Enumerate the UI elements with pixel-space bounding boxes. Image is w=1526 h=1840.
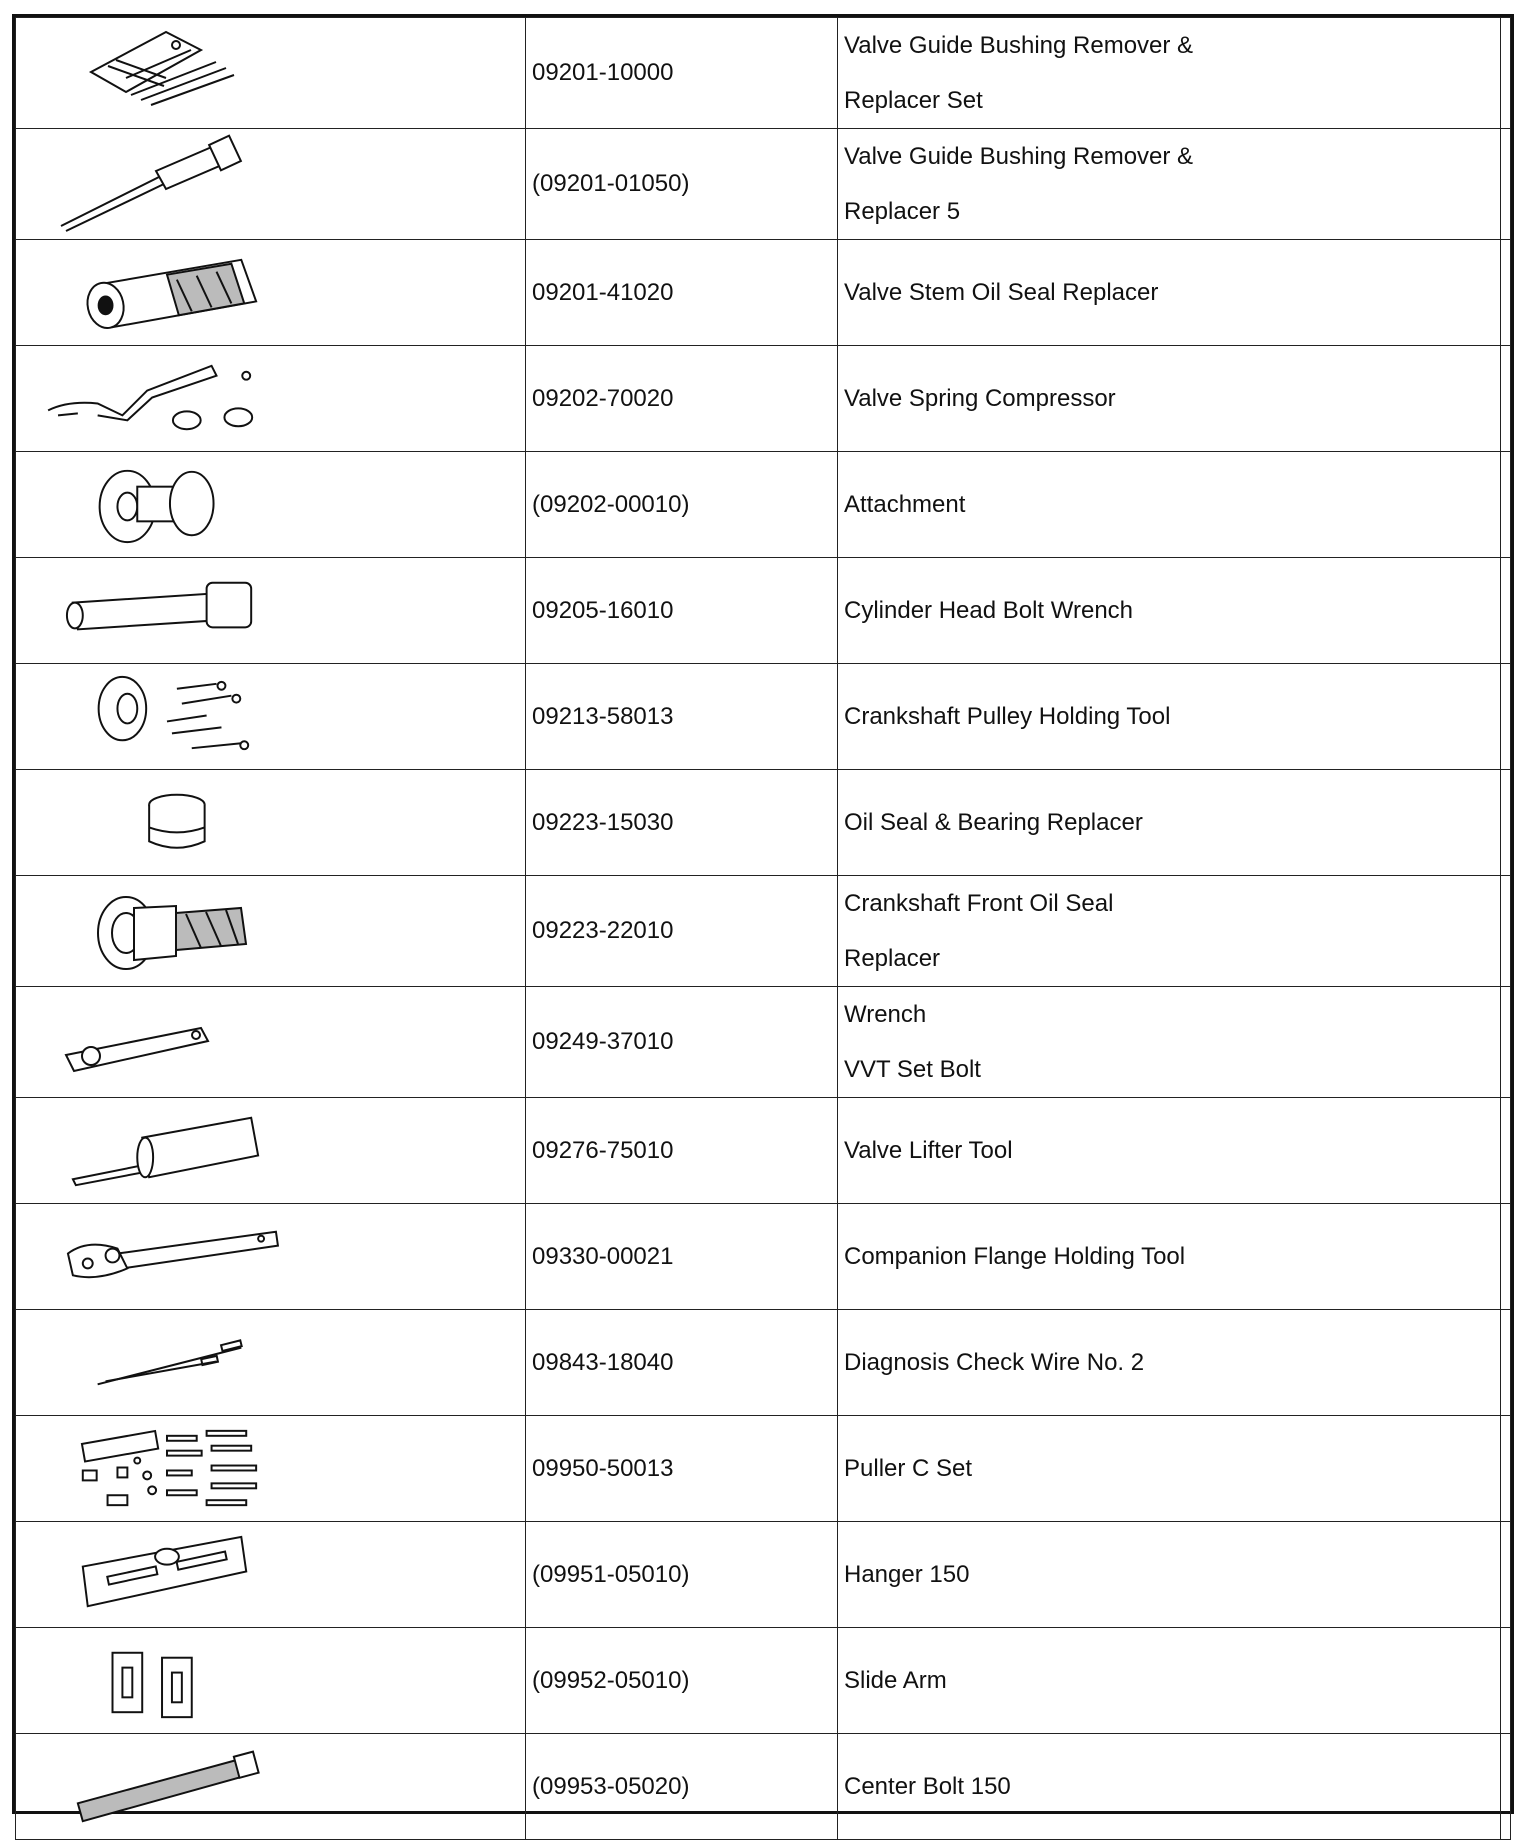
check-cell	[1501, 346, 1511, 452]
tool-illustration-cell	[16, 1098, 526, 1204]
tool-name-line: Wrench	[844, 1001, 927, 1028]
part-number: (09202-00010)	[526, 452, 838, 558]
part-number: 09205-16010	[526, 558, 838, 664]
tool-name-line: Valve Spring Compressor	[844, 385, 1116, 412]
check-cell	[1501, 240, 1511, 346]
check-cell	[1501, 452, 1511, 558]
table-row	[16, 1310, 1511, 1416]
table-row	[16, 129, 1511, 240]
seal-replacer-icon	[16, 240, 525, 345]
part-number: 09202-70020	[526, 346, 838, 452]
tool-name	[838, 452, 1501, 558]
tool-name-line: VVT Set Bolt	[844, 1056, 981, 1083]
table-row	[16, 1628, 1511, 1734]
table-row	[16, 1734, 1511, 1840]
part-number: (09951-05010)	[526, 1522, 838, 1628]
tool-name-line: Oil Seal & Bearing Replacer	[844, 809, 1143, 836]
part-number: (09952-05010)	[526, 1628, 838, 1734]
special-tools-table	[12, 14, 1514, 1814]
tool-illustration-cell	[16, 452, 526, 558]
socket-wrench-icon	[16, 558, 525, 663]
check-cell	[1501, 1204, 1511, 1310]
table-row	[16, 770, 1511, 876]
tool-name	[838, 18, 1501, 129]
tool-name	[838, 1310, 1501, 1416]
part-number: 09201-10000	[526, 18, 838, 129]
table-row	[16, 987, 1511, 1098]
check-cell	[1501, 876, 1511, 987]
check-cell	[1501, 1098, 1511, 1204]
tool-name-line: Puller C Set	[844, 1455, 973, 1482]
tool-name	[838, 240, 1501, 346]
part-number: 09213-58013	[526, 664, 838, 770]
tool-name	[838, 1522, 1501, 1628]
part-number: 09950-50013	[526, 1416, 838, 1522]
check-cell	[1501, 664, 1511, 770]
tool-illustration-cell	[16, 346, 526, 452]
tool-name-line: Crankshaft Pulley Holding Tool	[844, 703, 1171, 730]
check-wire-icon	[16, 1310, 525, 1415]
bushing-set-icon	[16, 18, 525, 128]
part-number: 09249-37010	[526, 987, 838, 1098]
check-cell	[1501, 1734, 1511, 1840]
tool-name-line: Hanger 150	[844, 1561, 970, 1588]
table-row	[16, 1416, 1511, 1522]
pulley-holder-icon	[16, 664, 525, 769]
tool-name	[838, 1416, 1501, 1522]
tool-illustration-cell	[16, 987, 526, 1098]
tool-name	[838, 664, 1501, 770]
check-cell	[1501, 770, 1511, 876]
check-cell	[1501, 1522, 1511, 1628]
check-cell	[1501, 129, 1511, 240]
table-row	[16, 452, 1511, 558]
hanger-icon	[16, 1522, 525, 1627]
tool-name	[838, 1098, 1501, 1204]
tool-name	[838, 558, 1501, 664]
tool-illustration-cell	[16, 240, 526, 346]
tool-illustration-cell	[16, 1204, 526, 1310]
tool-illustration-cell	[16, 1310, 526, 1416]
tool-name	[838, 987, 1501, 1098]
tool-name	[838, 1204, 1501, 1310]
table-row	[16, 18, 1511, 129]
part-number: 09330-00021	[526, 1204, 838, 1310]
lifter-tool-icon	[16, 1098, 525, 1203]
tool-illustration-cell	[16, 18, 526, 129]
tool-name-line: Replacer Set	[844, 87, 983, 114]
part-number: 09223-15030	[526, 770, 838, 876]
part-number: 09276-75010	[526, 1098, 838, 1204]
tool-illustration-cell	[16, 664, 526, 770]
check-cell	[1501, 1310, 1511, 1416]
tool-name	[838, 1628, 1501, 1734]
table-row	[16, 1204, 1511, 1310]
front-seal-replacer-icon	[16, 876, 525, 986]
table-row	[16, 664, 1511, 770]
tool-name	[838, 770, 1501, 876]
tool-name-line: Replacer 5	[844, 198, 961, 225]
tool-illustration-cell	[16, 1734, 526, 1840]
tool-name-line: Crankshaft Front Oil Seal	[844, 890, 1114, 917]
tool-illustration-cell	[16, 1522, 526, 1628]
tool-name	[838, 346, 1501, 452]
part-number: (09201-01050)	[526, 129, 838, 240]
table-row	[16, 240, 1511, 346]
tool-name-line: Valve Guide Bushing Remover &	[844, 32, 1194, 59]
check-cell	[1501, 1416, 1511, 1522]
tool-name	[838, 876, 1501, 987]
tool-name-line: Valve Lifter Tool	[844, 1137, 1013, 1164]
tool-name-line: Cylinder Head Bolt Wrench	[844, 597, 1134, 624]
part-number: 09201-41020	[526, 240, 838, 346]
tool-illustration-cell	[16, 876, 526, 987]
check-cell	[1501, 1628, 1511, 1734]
center-bolt-icon	[16, 1734, 525, 1839]
part-number: 09843-18040	[526, 1310, 838, 1416]
tool-name-line: Center Bolt 150	[844, 1773, 1011, 1800]
spring-compressor-icon	[16, 346, 525, 451]
flange-holder-icon	[16, 1204, 525, 1309]
tool-name-line: Replacer	[844, 945, 941, 972]
table-row	[16, 876, 1511, 987]
tool-name-line: Diagnosis Check Wire No. 2	[844, 1349, 1145, 1376]
tool-illustration-cell	[16, 770, 526, 876]
table-row	[16, 558, 1511, 664]
check-cell	[1501, 987, 1511, 1098]
table-row	[16, 1522, 1511, 1628]
check-cell	[1501, 18, 1511, 129]
tool-name	[838, 1734, 1501, 1840]
tool-name-line: Slide Arm	[844, 1667, 947, 1694]
attachment-icon	[16, 452, 525, 557]
table-row	[16, 1098, 1511, 1204]
tool-illustration-cell	[16, 558, 526, 664]
tool-illustration-cell	[16, 129, 526, 240]
check-cell	[1501, 558, 1511, 664]
drift-rod-icon	[16, 129, 525, 239]
part-number: 09223-22010	[526, 876, 838, 987]
tool-illustration-cell	[16, 1416, 526, 1522]
cup-replacer-icon	[16, 770, 525, 875]
tool-name-line: Attachment	[844, 491, 966, 518]
tool-illustration-cell	[16, 1628, 526, 1734]
flat-wrench-icon	[16, 987, 525, 1097]
table-row	[16, 346, 1511, 452]
part-number: (09953-05020)	[526, 1734, 838, 1840]
tool-name-line: Valve Guide Bushing Remover &	[844, 143, 1194, 170]
tool-name	[838, 129, 1501, 240]
tool-name-line: Valve Stem Oil Seal Replacer	[844, 279, 1159, 306]
tool-name-line: Companion Flange Holding Tool	[844, 1243, 1186, 1270]
slide-arm-icon	[16, 1628, 525, 1733]
puller-set-icon	[16, 1416, 525, 1521]
